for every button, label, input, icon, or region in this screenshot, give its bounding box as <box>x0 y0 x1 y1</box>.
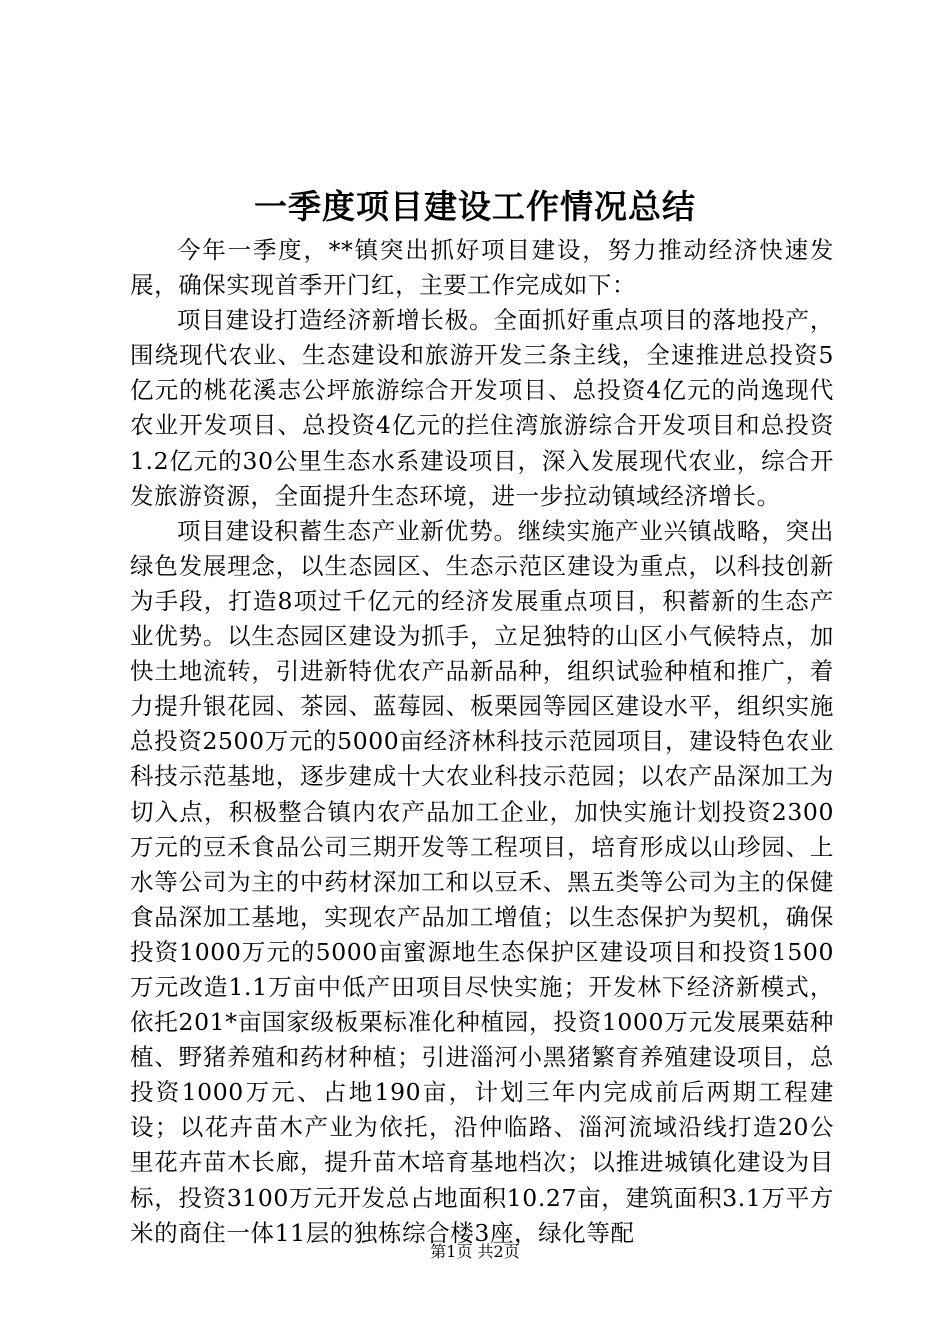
document-title: 一季度项目建设工作情况总结 <box>254 187 696 226</box>
paragraph-eco-industry: 项目建设积蓄生态产业新优势。继续实施产业兴镇战略，突出绿色发展理念，以生态园区、生态示范区建设为重点，以科技创新为手段，打造8项过千亿元的经济发展重点项目，积蓄新的生态产业优势。以生态园区建设为抓手，立足独特的山区小气候特点，加快土地流转，引进新特优农产品新品种，组织试验种植和推广，着力提升银花园、茶园、蓝莓园、板栗园等园区建设水平，组织实施总投资2500万元的5000亩经济林科技示范园项目，建设特色农业科技示范基地，逐步建成十大农业科技示范园；以农产品深加工为切入点，积极整合镇内农产品加工企业，加快实施计划投资2300万元的豆禾食品公司三期开发等工程项目，培育形成以山珍园、上水等公司为主的中药材深加工和以豆禾、黑五类等公司为主的保健食品深加工基地，实现农产品加工增值；以生态保护为契机，确保投资1000万元的5000亩蜜源地生态保护区建设项目和投资1500万元改造1.1万亩中低产田项目尽快实施；开发林下经济新模式，依托201*亩国家级板栗标准化种植园，投资1000万元发展栗菇种植、野猪养殖和药材种植；引进淄河小黑猪繁育养殖建设项目，总投资1000万元、占地190亩，计划三年内完成前后两期工程建设；以花卉苗木产业为依托，沿仲临路、淄河流域沿线打造20公里花卉苗木长廊，提升苗木培育基地档次；以推进城镇化建设为目标，投资3100万元开发总占地面积10.27亩，建筑面积3.1万平方米的商住一体11层的独栋综合楼3座，绿化等配 <box>130 516 834 1247</box>
page-footer: 第1页 共2页 <box>430 1242 520 1261</box>
paragraph-intro: 今年一季度，**镇突出抓好项目建设，努力推动经济快速发展，确保实现首季开门红，主要工作完成如下： <box>130 236 834 300</box>
document-body <box>130 233 834 1251</box>
paragraph-growth-pole: 项目建设打造经济新增长极。全面抓好重点项目的落地投产，围绕现代农业、生态建设和旅游开发三条主线，全速推进总投资5亿元的桃花溪志公坪旅游综合开发项目、总投资4亿元的尚逸现代农业开发项目、总投资4亿元的拦住湾旅游综合开发项目和总投资1.2亿元的30公里生态水系建设项目，深入发展现代农业，综合开发旅游资源，全面提升生态环境，进一步拉动镇域经济增长。 <box>130 306 834 510</box>
